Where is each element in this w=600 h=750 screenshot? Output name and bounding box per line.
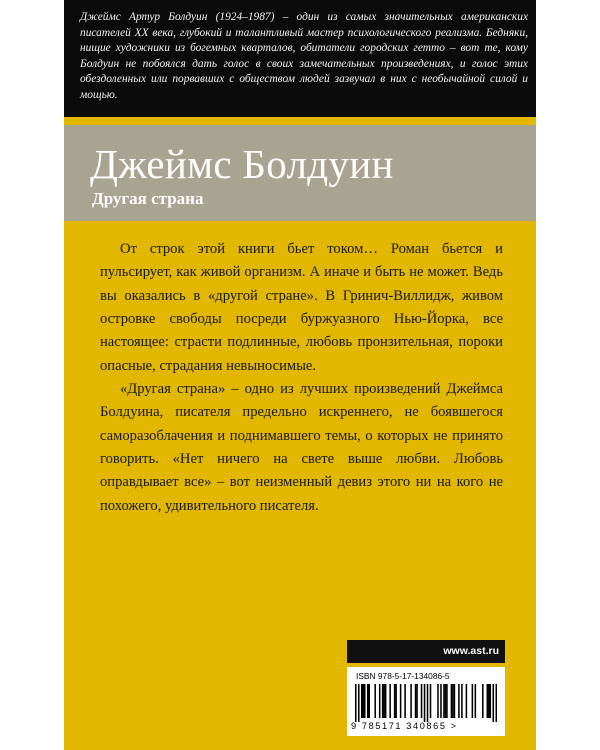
publisher-url-box <box>347 640 505 663</box>
barcode-bar <box>440 684 442 718</box>
barcode-icon <box>355 684 497 722</box>
barcode-bar <box>437 684 439 718</box>
author-bio-block <box>64 0 536 117</box>
isbn-block <box>347 640 505 736</box>
barcode-bar <box>382 684 384 718</box>
barcode-bar <box>410 684 412 718</box>
barcode-bar <box>490 684 492 718</box>
barcode-bar <box>443 684 445 718</box>
barcode-bar <box>415 684 417 718</box>
barcode-panel <box>347 667 505 736</box>
barcode-bar <box>404 684 406 718</box>
barcode-bar <box>430 684 432 718</box>
barcode-bar <box>362 684 364 718</box>
blurb <box>100 238 503 518</box>
barcode-bar <box>374 684 376 718</box>
barcode-bar <box>361 684 363 718</box>
barcode-bar <box>472 684 474 718</box>
book-back-cover <box>64 0 536 750</box>
barcode-bar <box>488 684 490 718</box>
barcode-bar <box>445 684 447 718</box>
barcode-bar <box>389 684 391 718</box>
barcode-bar <box>367 684 369 718</box>
barcode-bar <box>395 684 397 718</box>
barcode-digits: 9 785171 340865 > <box>351 721 458 731</box>
barcode-bar <box>451 684 453 718</box>
barcode-bar <box>454 684 456 718</box>
barcode-bar <box>421 684 423 718</box>
barcode-bar <box>385 684 387 718</box>
barcode-bar <box>394 684 396 718</box>
book-title: Другая страна <box>92 189 204 208</box>
barcode-bar <box>355 684 357 722</box>
barcode-bar <box>475 684 477 718</box>
author-bio: Джеймс Артур Болдуин (1924–1987) – один из самых значительных американских писателей XX века, глубокий и талантливый мастер психологического реализма. Бедняки, нищие художники из богемных кварталов, обитатели городских гетто – вот те, кому Болдуин не побоялся дать голос в своих замечательных произведениях, и голос этих обездоленных или порвавших с обществом людей зазвучал в них с необычайной силой и мощью. <box>80 11 528 101</box>
barcode-bar <box>368 684 370 718</box>
barcode-bar <box>383 684 385 718</box>
barcode-bar <box>496 684 497 722</box>
barcode-bar <box>358 684 360 722</box>
barcode-bar <box>452 684 454 718</box>
barcode-bar <box>400 684 402 718</box>
barcode-bar <box>493 684 495 722</box>
barcode-bar <box>458 684 460 718</box>
barcode-bar <box>482 684 484 718</box>
barcode-bar <box>446 684 448 718</box>
barcode-bar <box>379 684 381 718</box>
publisher-url: www.ast.ru <box>443 645 499 657</box>
barcode-bar <box>424 684 426 722</box>
author-name: Джеймс Болдуин <box>90 141 394 187</box>
blurb-paragraph: От строк этой книги бьет током… Роман бьется и пульсирует, как живой организм. А иначе и быть не может. Ведь вы оказались в «другой стране». В Гринич-Виллидж, живом островке свободы посреди буржуазного Нью-Йорка, все настоящее: страсти подлинные, любовь пронзительная, пороки опасные, страдания невыносимые. <box>100 241 503 374</box>
barcode-bar <box>416 684 418 718</box>
barcode-bar <box>427 684 429 722</box>
blurb-paragraph: «Другая страна» – одно из лучших произведений Джеймса Болдуина, писателя предельно искреннего, не боявшегося саморазоблачения и поднимавшего темы, о которых не принято говорить. «Нет ничего на свете выше любви. Любовь оправдывает все» – вот неизменный девиз этого ни на кого не похожего, удивительного писателя. <box>100 381 503 514</box>
barcode-bar <box>487 684 489 718</box>
isbn-text: ISBN 978-5-17-134086-5 <box>356 671 450 681</box>
barcode-bar <box>364 684 366 718</box>
barcode-bar <box>466 684 468 718</box>
barcode-bar <box>461 684 463 718</box>
